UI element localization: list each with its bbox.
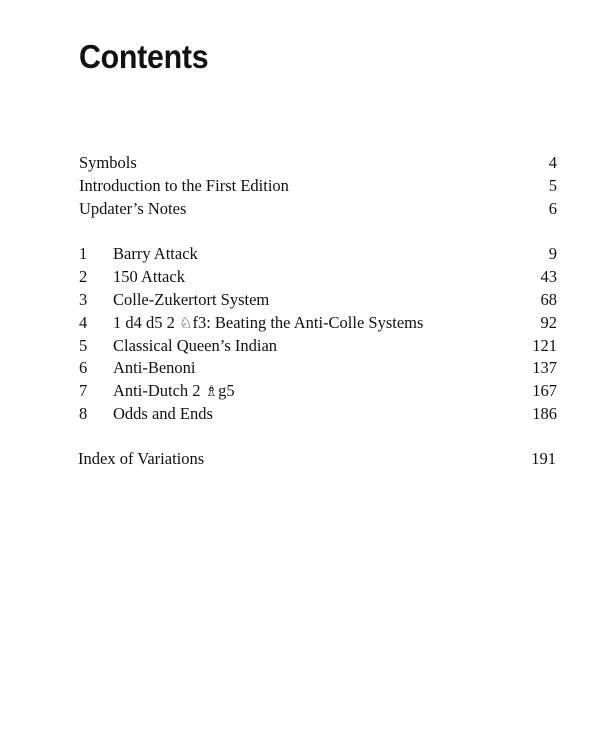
toc-entry-page: 6 [548, 199, 557, 218]
chapter-number: 1 [79, 244, 88, 263]
chapter-number: 6 [79, 358, 88, 377]
chapter-page: 9 [548, 244, 557, 263]
toc-entry-page: 191 [531, 449, 556, 468]
chapter-page: 167 [532, 381, 557, 400]
chapter-title-suffix: f3: Beating the Anti-Colle Systems [192, 313, 424, 332]
chapter-page: 121 [532, 336, 557, 355]
page-title: Contents [79, 38, 209, 75]
chapter-title: Colle-Zukertort System [113, 290, 270, 309]
knight-icon: ♘ [179, 314, 193, 332]
chapter-title: Classical Queen’s Indian [113, 336, 278, 355]
toc-entry-index[interactable] [78, 448, 556, 470]
chapter-number: 5 [79, 336, 88, 355]
chapter-title: Barry Attack [113, 244, 198, 263]
chapter-title-prefix: 1 d4 d5 2 [113, 313, 179, 332]
chapter-title: Anti-Benoni [113, 358, 196, 377]
toc-entry-page: 4 [548, 153, 557, 172]
chapter-title: Odds and Ends [113, 404, 213, 423]
chapter-page: 186 [532, 404, 557, 423]
toc-entry-updaters-notes[interactable] [79, 198, 557, 220]
chapter-page: 92 [540, 313, 557, 332]
toc-chapter-1[interactable] [79, 243, 557, 265]
toc-entry-title: Symbols [79, 153, 137, 172]
toc-entry-introduction[interactable] [79, 175, 557, 197]
toc-chapter-8[interactable] [79, 403, 557, 425]
chapter-number: 8 [79, 404, 88, 423]
toc-chapter-3[interactable] [79, 289, 557, 311]
chapter-title-prefix: Anti-Dutch 2 [113, 381, 205, 400]
chapter-page: 68 [540, 290, 557, 309]
chapter-title-suffix: g5 [218, 381, 235, 400]
chapter-number: 7 [79, 381, 88, 400]
chapter-title [113, 380, 235, 402]
toc-chapter-7[interactable] [79, 380, 557, 402]
chapter-page: 137 [532, 358, 557, 377]
toc-entry-symbols[interactable] [79, 152, 557, 174]
toc-entry-title: Updater’s Notes [79, 199, 187, 218]
toc-entry-title: Introduction to the First Edition [79, 176, 289, 195]
chapter-page: 43 [540, 267, 557, 286]
chapter-number: 3 [79, 290, 88, 309]
toc-chapter-4[interactable] [79, 312, 557, 334]
chapter-number: 2 [79, 267, 88, 286]
toc-entry-page: 5 [548, 176, 557, 195]
toc-entry-title: Index of Variations [78, 449, 205, 468]
toc-chapter-5[interactable] [79, 335, 557, 357]
chapter-title: 150 Attack [113, 267, 185, 286]
chapter-title [113, 312, 423, 334]
chapter-number: 4 [79, 313, 88, 332]
bishop-icon: ♗ [204, 382, 219, 400]
toc-chapter-6[interactable] [79, 357, 557, 379]
toc-chapter-2[interactable] [79, 266, 557, 288]
